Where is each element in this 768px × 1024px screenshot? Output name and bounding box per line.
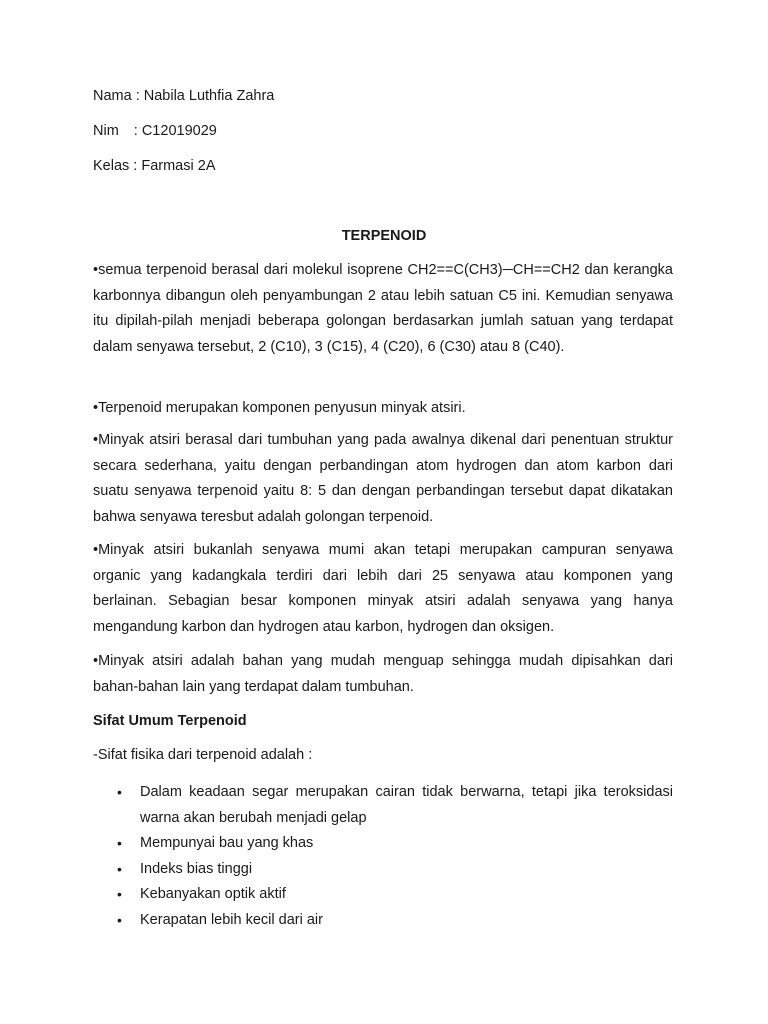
list-item	[93, 831, 673, 857]
paragraph-essential-oil-volatile: •Minyak atsiri adalah bahan yang mudah menguap sehingga mudah dipisahkan dari bahan-bahan lain yang terdapat dalam tumbuhan.	[93, 653, 673, 695]
bullet-icon: •	[117, 860, 122, 877]
paragraph-essential-oil-mixture: •Minyak atsiri bukanlah senyawa mumi akan tetapi merupakan campuran senyawa organic yang kadangkala terdiri dari lebih dari 25 senyawa atau komponen yang berlainan. Sebagian besar komponen minyak atsiri adalah senyawa yang hanya mengandung karbon dan hydrogen atau karbon, hydrogen dan oksigen.	[93, 542, 673, 635]
nim-label: Nim	[93, 123, 119, 139]
paragraph-essential-oil-component: •Terpenoid merupakan komponen penyusun minyak atsiri.	[93, 400, 466, 416]
list-item-text: Mempunyai bau yang khas	[140, 835, 314, 851]
section-heading: Sifat Umum Terpenoid	[93, 713, 247, 729]
list-item	[93, 908, 673, 934]
paragraph-isoprene: •semua terpenoid berasal dari molekul isoprene CH2==C(CH3)─CH==CH2 dan kerangka karbonnya dibangun oleh penyambungan 2 atau lebih satuan C5 ini. Kemudian senyawa itu dipilah-pilah menjadi beberapa golongan berdasarkan jumlah satuan yang terdapat dalam senyawa tersebut, 2 (C10), 3 (C15), 4 (C20), 6 (C30) atau 8 (C40).	[93, 262, 673, 355]
list-item	[93, 857, 673, 883]
student-nim-line	[93, 124, 217, 139]
bullet-icon: •	[117, 784, 122, 800]
physical-properties-list	[93, 780, 673, 933]
bullet-icon: •	[117, 886, 122, 902]
list-item-text: Indeks bias tinggi	[140, 860, 253, 877]
list-item-text: Dalam keadaan segar merupakan cairan tidak berwarna, tetapi jika teroksidasi warna akan berubah menjadi gelap	[140, 784, 673, 826]
student-class-line: Kelas : Farmasi 2A	[93, 158, 216, 174]
bullet-icon: •	[117, 911, 122, 928]
section-intro: -Sifat fisika dari terpenoid adalah :	[93, 747, 313, 763]
paragraph-essential-oil-origin: •Minyak atsiri berasal dari tumbuhan yang pada awalnya dikenal dari penentuan struktur secara sederhana, yaitu dengan perbandingan atom hydrogen dan atom karbon dari suatu senyawa terpenoid yaitu 8: 5 dan dengan perbandingan tersebut dapat dikatakan bahwa senyawa teresbut adalah golongan terpenoid.	[93, 432, 673, 525]
student-name-line: Nama : Nabila Luthfia Zahra	[93, 88, 275, 104]
list-item	[93, 780, 673, 831]
list-item-text: Kerapatan lebih kecil dari air	[140, 911, 323, 928]
nim-value: : C12019029	[133, 123, 217, 139]
list-item	[93, 882, 673, 908]
document-title: TERPENOID	[341, 228, 427, 244]
list-item-text: Kebanyakan optik aktif	[140, 886, 286, 902]
bullet-icon: •	[117, 835, 122, 851]
